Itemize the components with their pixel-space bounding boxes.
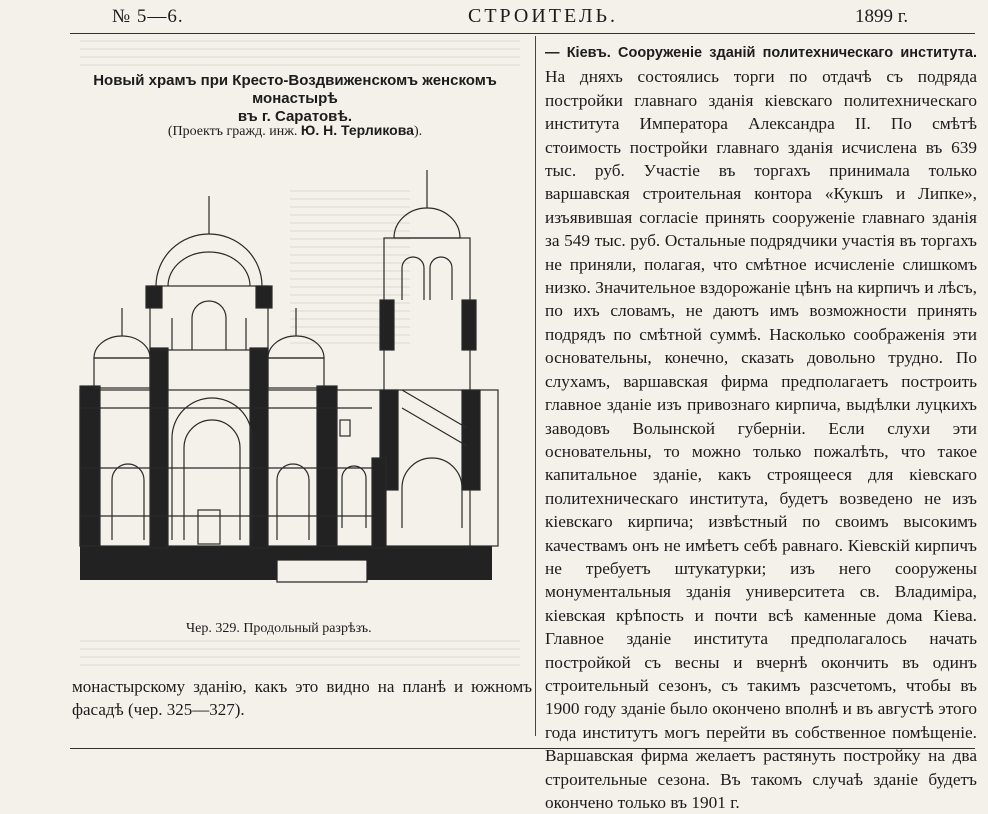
right-body-text: На дняхъ состоялись торги по отдачѣ съ подряда постройки главнаго зданія кіевскаго политехническаго института Императора Александра II. По смѣтѣ стоимость постройки главнаго зданія исчислена въ 639 тыс. руб. Участіе въ торгахъ принимала только варшавская строительная контора «Кукшъ и Липке», изъявившая согласіе принять сооруженіе главнаго зданія за 549 тыс. руб. Остальные подрядчики участія въ торгахъ не приняли, полагая, что смѣтное исчисленіе слишкомъ низко. Значительное вздорожаніе цѣнъ на кирпичъ и лѣсъ, по ихъ словамъ, не даютъ имъ возможности принять подрядъ по смѣтной суммѣ. Насколько соображенія эти основательны, конечно, сказать довольно трудно. По слухамъ, варшавская фирма предполагаетъ построить главное зданіе изъ привознаго кирпича, выдѣлки луцкихъ заводовъ Волынской губерніи. Если слухи эти основательны, то можно только пожалѣть, что такое капитальное зданіе, какъ строящееся для кіевскаго политехническаго института, будетъ возведено не изъ кіевскаго кирпича; извѣстный по своимъ высокимъ качествамъ онъ не имѣетъ себѣ равнаго. Кіевскій кирпичъ не требуетъ штукатурки; изъ него сооружены монументальныя зданія университета св. Владиміра, кіевская крѣпость и почти всѣ каменные дома Кіева. Главное зданіе института предполагалось начать постройкой съ весны и вчернѣ окончить въ одинъ строительный сезонъ, съ такимъ разсчетомъ, чтобы въ 1900 году зданіе было окончено вполнѣ и въ августѣ этого года институтъ могъ перейти въ собственное помѣщеніе. Варшавская фирма желаетъ растянуть постройку на два строительные сезона. Въ такомъ случаѣ зданіе будетъ окончено только въ 1901 г. xyxy=(545,67,977,812)
show-through-texture xyxy=(80,40,520,70)
journal-title: СТРОИТЕЛЬ. xyxy=(468,5,619,27)
column-divider xyxy=(535,36,536,736)
page-header xyxy=(0,0,988,34)
bottom-rule xyxy=(70,748,975,749)
show-through-texture xyxy=(80,640,520,670)
article-title xyxy=(60,72,530,126)
header-rule xyxy=(70,33,975,34)
subtitle-prefix: (Проектъ гражд. инж. xyxy=(167,124,301,139)
publication-year: 1899 г. xyxy=(855,6,909,27)
title-line-2: въ г. Саратовѣ. xyxy=(237,108,353,125)
church-section-drawing xyxy=(72,168,502,598)
title-line-1: Новый храмъ при Кресто-Воздвиженскомъ женскомъ монастырѣ xyxy=(93,72,497,107)
subtitle-suffix: ). xyxy=(413,124,423,139)
subtitle-author: Ю. Н. Терликова xyxy=(300,122,414,138)
right-article xyxy=(545,40,977,814)
figure-caption: Чер. 329. Продольный разрѣзъ. xyxy=(186,621,372,636)
article-subtitle xyxy=(60,122,530,140)
left-body-text: монастырскому зданію, какъ это видно на планѣ и южномъ фасадѣ (чер. 325—327). xyxy=(72,677,532,719)
issue-number: № 5—6. xyxy=(112,6,184,27)
article-lead: — Кіевъ. Сооруженіе зданій политехническаго института. xyxy=(545,45,977,61)
